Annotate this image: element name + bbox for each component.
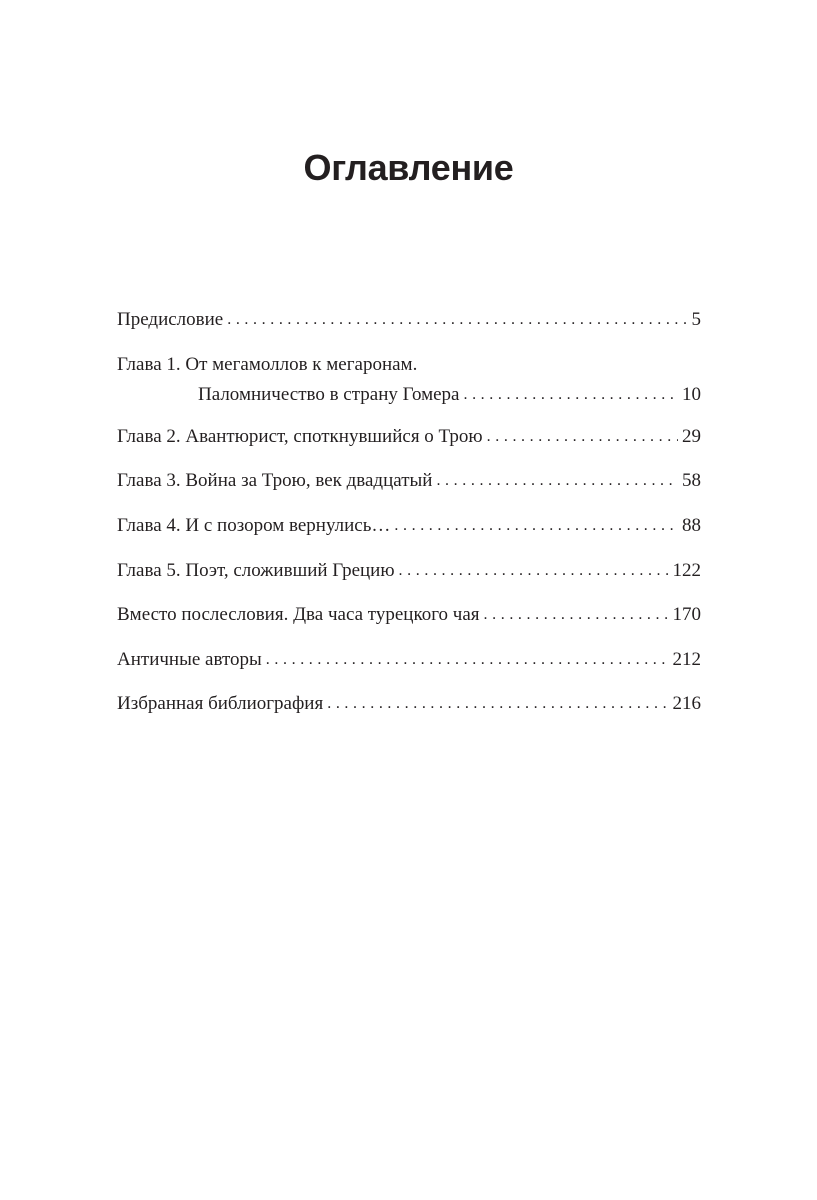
- toc-entry-ancient-authors[interactable]: [117, 645, 701, 675]
- dot-leader: [327, 689, 668, 709]
- toc-entry-title: Античные авторы: [117, 649, 262, 670]
- toc-entry-subtitle: Паломничество в страну Гомера: [198, 384, 460, 405]
- toc-entry-chapter-2[interactable]: [117, 422, 701, 452]
- toc-entry-title: Глава 4. И с позором вернулись…: [117, 515, 391, 536]
- toc-entry-title: Вместо послесловия. Два часа турецкого чая: [117, 604, 480, 625]
- toc-page-number: 88: [682, 515, 701, 536]
- dot-leader: [266, 645, 669, 665]
- toc-entry-title: Глава 1. От мегамоллов к мегаронам.: [117, 354, 418, 375]
- toc-page-number: 216: [672, 693, 701, 714]
- dot-leader: [487, 422, 678, 442]
- toc-page-number: 122: [672, 560, 701, 581]
- toc-entry-title: Глава 5. Поэт, сложивший Грецию: [117, 560, 395, 581]
- dot-leader: [484, 600, 669, 620]
- toc-entry-chapter-4[interactable]: [117, 511, 701, 541]
- dot-leader: [463, 380, 678, 400]
- toc-entry-title: Глава 3. Война за Трою, век двадцатый: [117, 470, 433, 491]
- toc-entry-chapter-3[interactable]: [117, 466, 701, 496]
- toc-entry-bibliography[interactable]: [117, 689, 701, 719]
- toc-entry-afterword[interactable]: [117, 600, 701, 630]
- toc-entry-title: Глава 2. Авантюрист, споткнувшийся о Трою: [117, 426, 483, 447]
- toc-entry-preface[interactable]: [117, 305, 701, 335]
- toc-entry-chapter-5[interactable]: [117, 556, 701, 586]
- toc-page-number: 10: [682, 384, 701, 405]
- toc-page-number: 29: [682, 426, 701, 447]
- toc-page-number: 170: [672, 604, 701, 625]
- page-title: Оглавление: [303, 147, 514, 188]
- toc-entry-title: Избранная библиография: [117, 693, 324, 714]
- toc-page-number: 58: [682, 470, 701, 491]
- dot-leader: [227, 305, 687, 325]
- toc-page-number: 5: [691, 309, 701, 330]
- toc-entry-title: Предисловие: [117, 309, 224, 330]
- dot-leader: [436, 466, 678, 486]
- toc-entry-chapter-1[interactable]: [117, 350, 701, 410]
- toc-page-number: 212: [672, 649, 701, 670]
- dot-leader: [399, 556, 669, 576]
- dot-leader: [394, 511, 678, 531]
